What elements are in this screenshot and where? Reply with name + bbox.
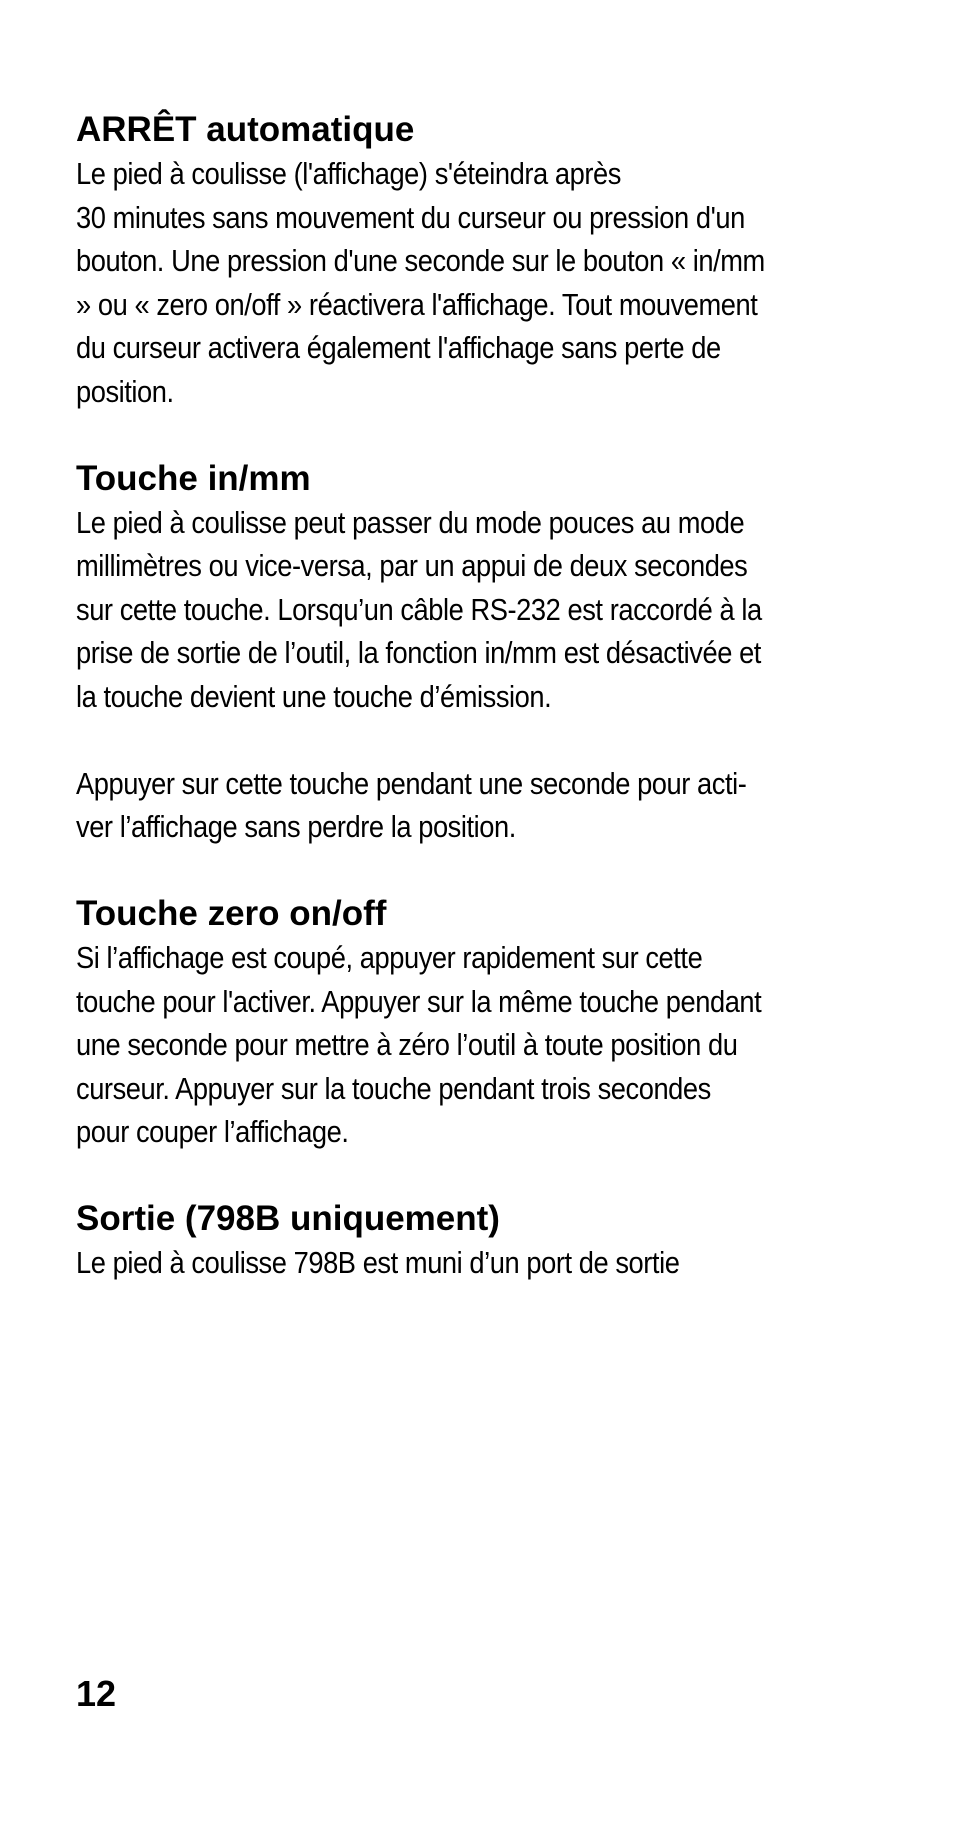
text-line: Le pied à coulisse (l'affichage) s'éteindra après [76, 156, 621, 191]
text-line: bouton. Une pression d'une seconde sur le bouton « in/mm [76, 243, 765, 278]
paragraph [76, 762, 876, 849]
text-line: Le pied à coulisse 798B est muni d’un port de sortie [76, 1245, 680, 1280]
text-line: millimètres ou vice-versa, par un appui de deux secondes [76, 548, 748, 583]
section-heading: Sortie (798B uniquement) [76, 1199, 500, 1238]
section-spacer [76, 413, 876, 457]
section-zero-on-off-key [76, 892, 876, 1154]
text-line: une seconde pour mettre à zéro l’outil à toute position du [76, 1027, 738, 1062]
text-line: 30 minutes sans mouvement du curseur ou pression d'un [76, 199, 745, 235]
paragraph-spacer [76, 718, 876, 762]
section-spacer [76, 1154, 876, 1198]
text-line: curseur. Appuyer sur la touche pendant trois secondes [76, 1070, 711, 1106]
section-spacer [76, 849, 876, 893]
section-auto-off [76, 108, 876, 413]
text-line: touche pour l'activer. Appuyer sur la même touche pendant [76, 983, 762, 1019]
text-line: prise de sortie de l’outil, la fonction in/mm est désactivée et [76, 635, 761, 670]
text-line: Le pied à coulisse peut passer du mode pouces au mode [76, 504, 745, 540]
page-number: 12 [76, 1673, 117, 1714]
document-page [76, 108, 876, 1285]
text-line: du curseur activera également l'affichage sans perte de [76, 330, 721, 365]
text-line: Appuyer sur cette touche pendant une seconde pour acti- [76, 765, 747, 801]
paragraph [76, 501, 876, 719]
text-line: sur cette touche. Lorsqu’un câble RS-232 est raccordé à la [76, 591, 762, 627]
text-line: Si l’affichage est coupé, appuyer rapidement sur cette [76, 940, 703, 975]
text-line: la touche devient une touche d’émission. [76, 678, 552, 714]
paragraph [76, 1241, 876, 1285]
section-in-mm-key [76, 457, 876, 849]
section-output [76, 1197, 876, 1285]
section-heading: ARRÊT automatique [76, 110, 415, 149]
section-heading: Touche zero on/off [76, 894, 387, 933]
paragraph [76, 936, 876, 1154]
paragraph [76, 152, 876, 413]
text-line: pour couper l’affichage. [76, 1114, 349, 1149]
text-line: position. [76, 373, 174, 409]
section-heading: Touche in/mm [76, 458, 311, 498]
text-line: ver l’affichage sans perdre la position. [76, 809, 516, 844]
text-line: » ou « zero on/off » réactivera l'affichage. Tout mouvement [76, 286, 758, 322]
